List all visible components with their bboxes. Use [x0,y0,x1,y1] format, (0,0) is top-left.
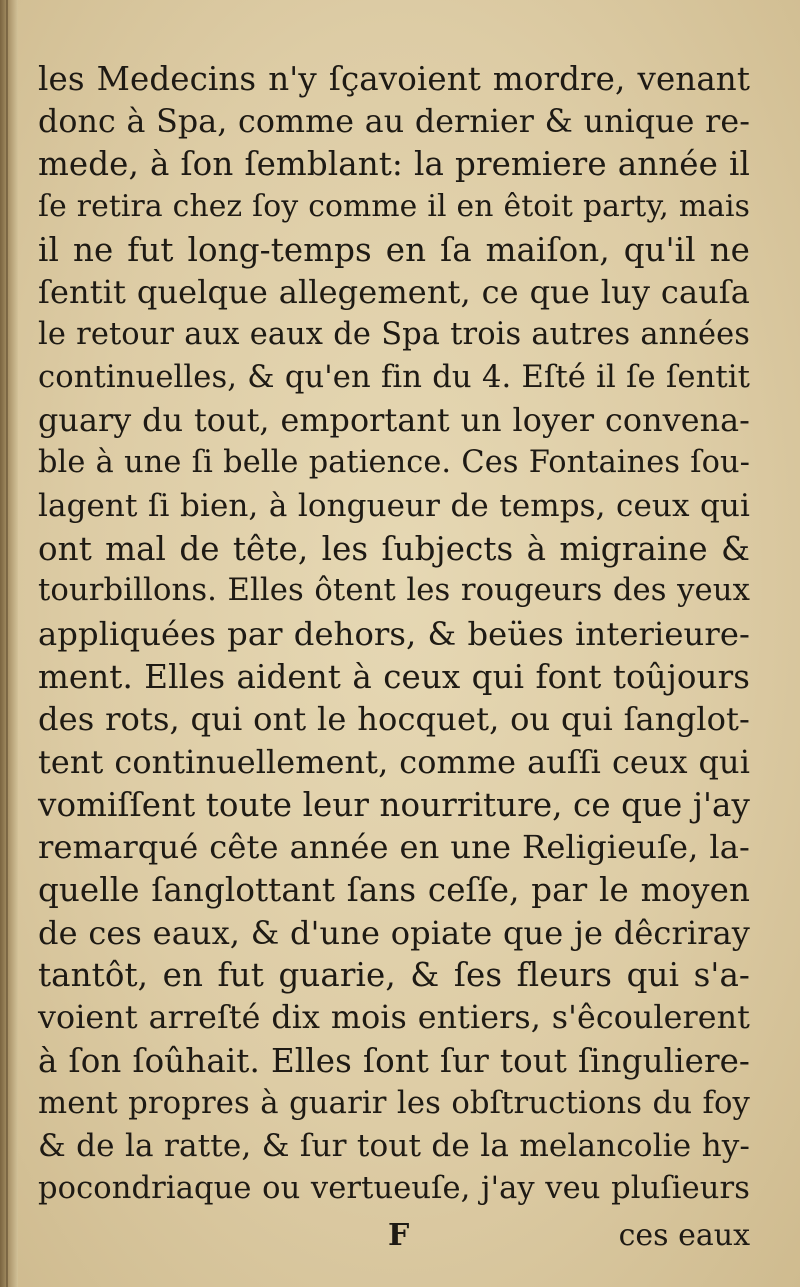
text-line: pocondriaque ou vertueuſe, j'ay veu pluſieurs [38,1170,750,1206]
text-line: ment. Elles aident à ceux qui font toûjours [38,657,750,696]
text-line: mede, à ſon ſemblant: la premiere année il [38,145,750,184]
text-line: quelle ſanglottant ſans ceſſe, par le moyen [38,871,750,910]
text-line: le retour aux eaux de Spa trois autres années [38,317,750,353]
page-footer [38,1218,750,1262]
signature-mark: F [388,1218,410,1253]
text-line: tourbillons. Elles ôtent les rougeurs des yeux [38,573,750,609]
text-line: ble à une ſi belle patience. Ces Fontaines ſou- [38,445,750,481]
text-line: il ne fut long-temps en ſa maiſon, qu'il ne [38,230,750,269]
text-line: continuelles, & qu'en fin du 4. Eſté il ſe ſentit [38,359,750,395]
text-line: les Medecins n'y ſçavoient mordre, venant [38,60,750,98]
text-line: de ces eaux, & d'une opiate que je dêcriray [38,913,750,952]
text-line: ſe retira chez ſoy comme il en êtoit party, mais [38,189,750,225]
text-line: ſentit quelque allegement, ce que luy cauſa [38,273,750,312]
text-line: vomiſſent toute leur nourriture, ce que j'ay [38,785,750,824]
text-line: tantôt, en fut guarie, & ſes fleurs qui s'a- [38,956,750,995]
text-line: appliquées par dehors, & beües interieure- [38,614,750,653]
page-gutter [0,0,18,1287]
text-line: ont mal de tête, les ſubjects à migraine & [38,529,750,568]
text-line: guary du tout, emportant un loyer convena- [38,402,750,439]
gutter-shadow-line [6,0,8,1287]
text-line: à ſon ſoûhait. Elles ſont ſur tout ſinguliere- [38,1041,750,1080]
text-line: des rots, qui ont le hocquet, ou qui ſanglot- [38,700,750,739]
text-line: donc à Spa, comme au dernier & unique re- [38,103,750,140]
body-text [38,58,750,1211]
text-line: lagent ſi bien, à longueur de temps, ceux qui [38,487,750,524]
text-line: tent continuellement, comme auſſi ceux qui [38,743,750,781]
text-line: voient arreſté dix mois entiers, s'êcoulerent [38,1000,750,1037]
text-line: & de la ratte, & ſur tout de la melancolie hy- [38,1128,750,1165]
text-line: ment propres à guarir les obſtructions du foy [38,1085,750,1121]
text-line: remarqué cête année en une Religieuſe, la- [38,828,750,867]
catchword: ces eaux [618,1218,750,1253]
